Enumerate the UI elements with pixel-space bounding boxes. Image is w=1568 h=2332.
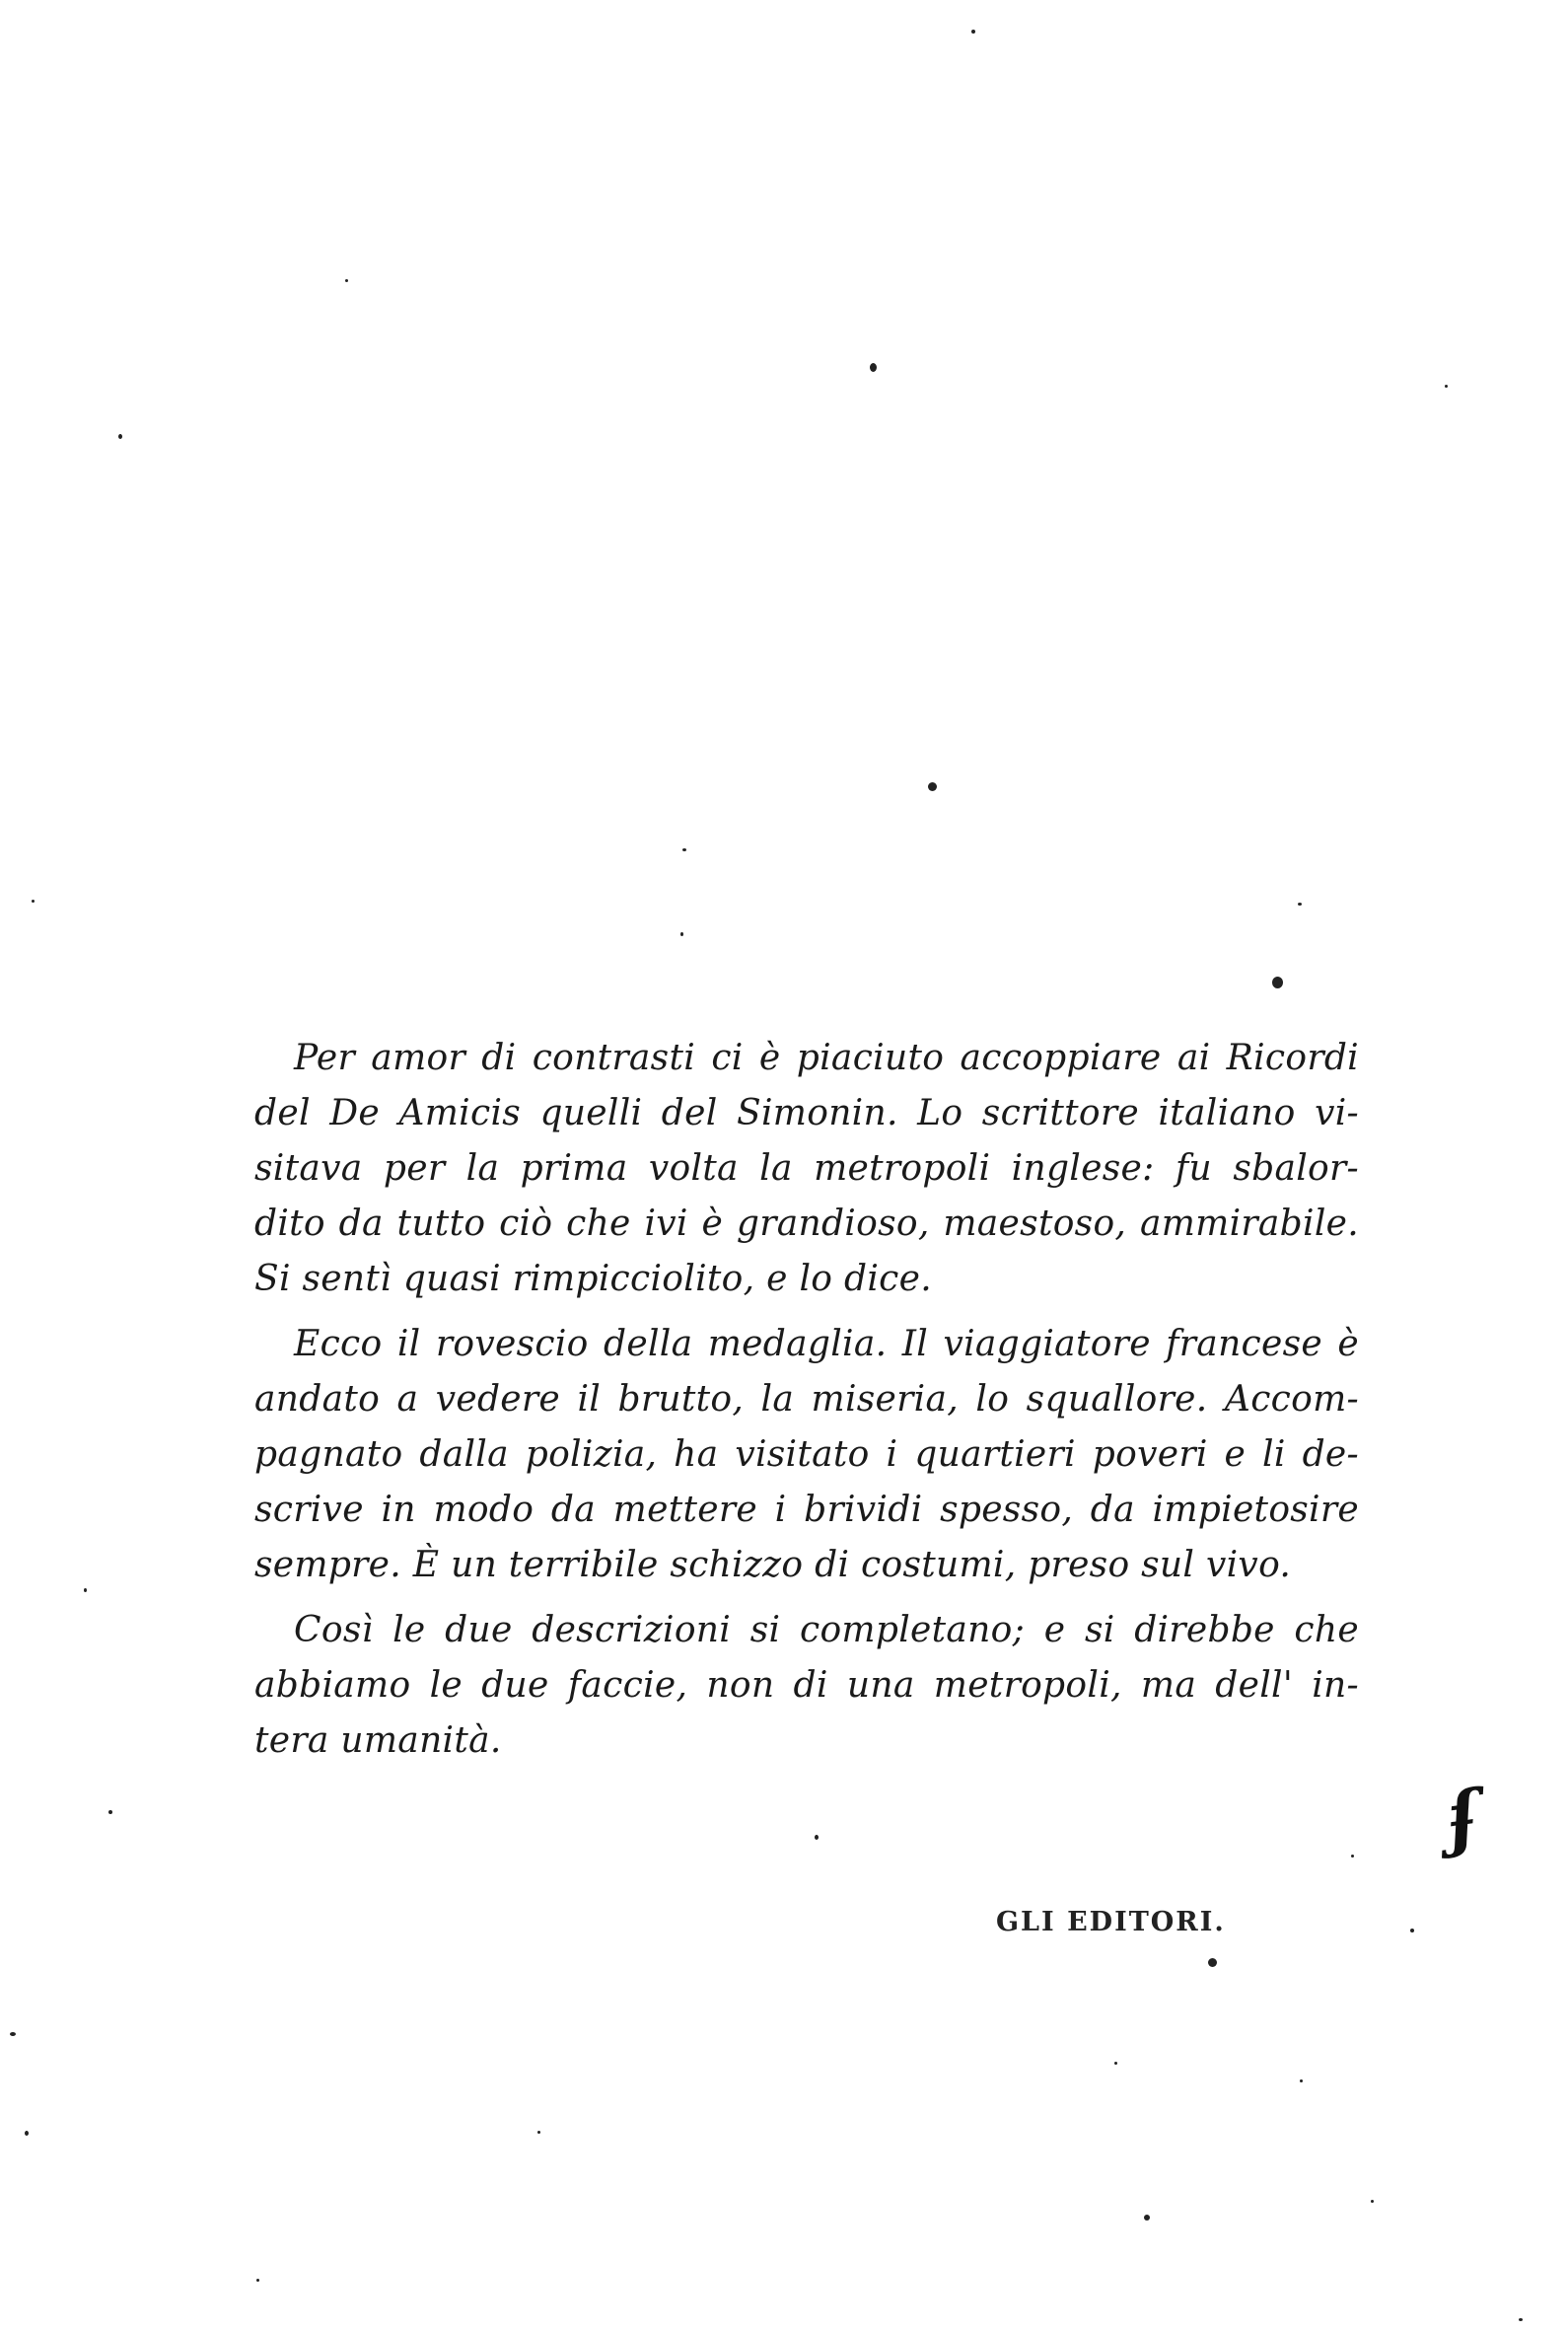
text-line: del De Amicis quelli del Simonin. Lo scrittore italiano vi- bbox=[254, 1093, 1359, 1133]
text-line: sempre. È un terribile schizzo di costumi, preso sul vivo. bbox=[254, 1545, 1292, 1585]
paragraph-1 bbox=[254, 1031, 1359, 1307]
text-line: sitava per la prima volta la metropoli inglese: fu sbalor- bbox=[254, 1148, 1359, 1189]
text-line: Per amor di contrasti ci è piaciuto accoppiare ai Ricordi bbox=[294, 1038, 1359, 1078]
text-line: andato a vedere il brutto, la miseria, lo squallore. Accom- bbox=[254, 1379, 1359, 1420]
text-line: Così le due descrizioni si completano; e si direbbe che bbox=[294, 1610, 1359, 1650]
paragraph-2 bbox=[254, 1317, 1359, 1593]
text-line: scrive in modo da mettere i brividi spesso, da impietosire bbox=[254, 1490, 1359, 1530]
signature: GLI EDITORI. bbox=[996, 1907, 1226, 1937]
margin-ink-mark-icon: ʄ bbox=[1442, 1774, 1483, 1859]
text-line: abbiamo le due faccie, non di una metropoli, ma dell' in- bbox=[254, 1665, 1359, 1706]
paragraph-3 bbox=[254, 1603, 1359, 1769]
text-line: Si sentì quasi rimpicciolito, e lo dice. bbox=[254, 1259, 932, 1299]
text-line: pagnato dalla polizia, ha visitato i quartieri poveri e li de- bbox=[254, 1434, 1359, 1475]
preface-text bbox=[254, 1031, 1359, 1779]
text-line: tera umanità. bbox=[254, 1720, 502, 1761]
text-line: dito da tutto ciò che ivi è grandioso, maestoso, ammirabile. bbox=[254, 1203, 1359, 1244]
text-line: Ecco il rovescio della medaglia. Il viaggiatore francese è bbox=[294, 1324, 1359, 1364]
